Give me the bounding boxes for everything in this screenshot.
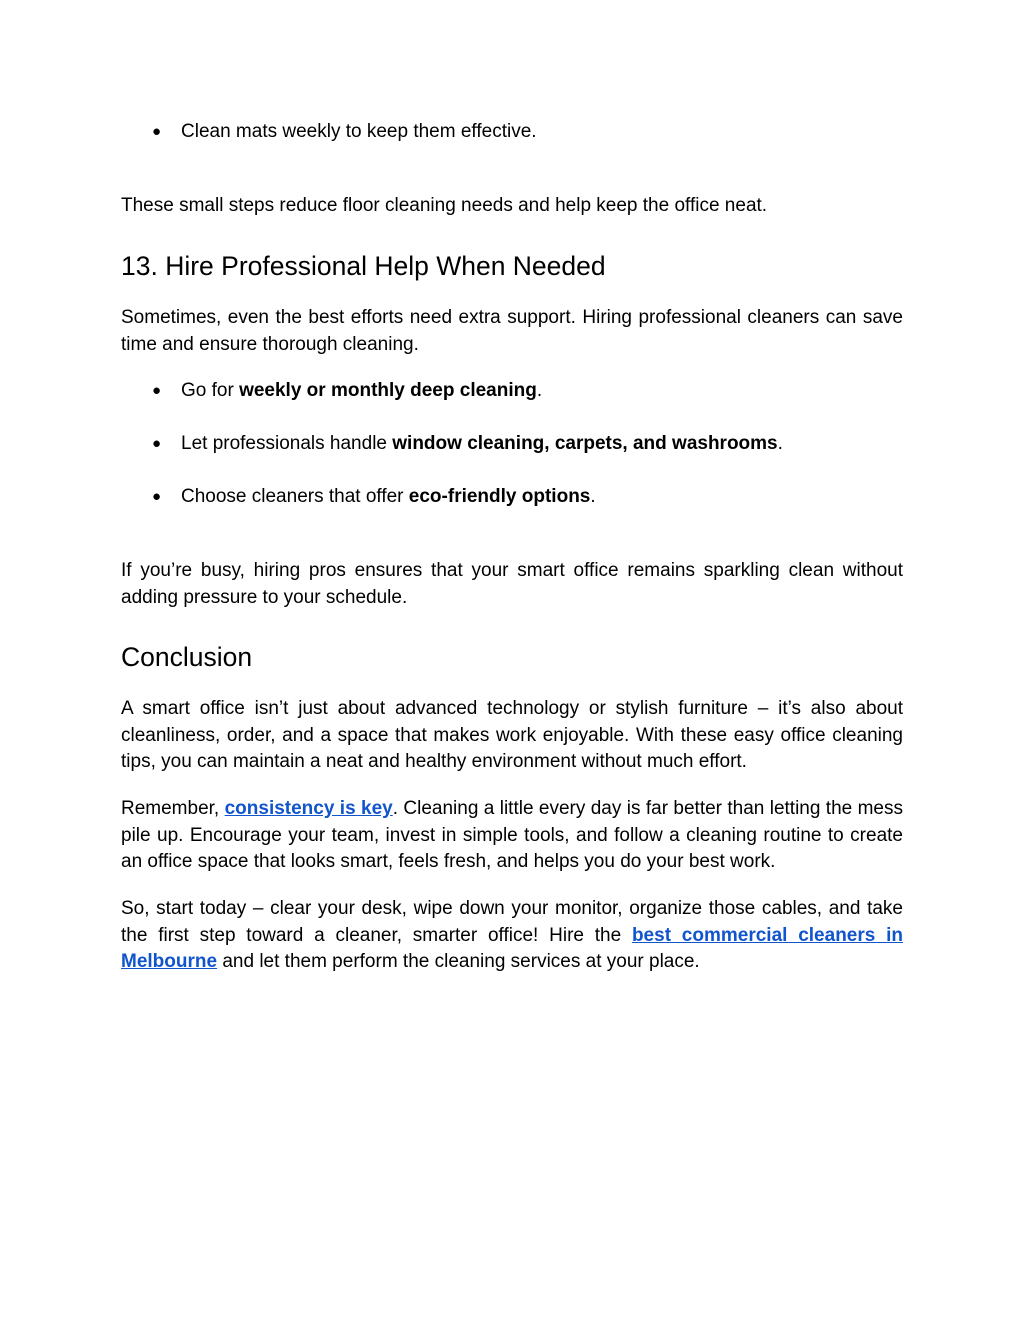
list-item-text: Clean mats weekly to keep them effective.	[181, 121, 537, 142]
list-item	[121, 378, 903, 404]
bullet-icon: ●	[152, 123, 162, 140]
list-item	[121, 119, 903, 145]
paragraph-text: Remember,	[121, 798, 225, 819]
bullet-icon: ●	[152, 382, 162, 399]
list-item-pre: Choose cleaners that offer	[181, 486, 409, 507]
paragraph-text: . Cleaning a little every day is far better than letting the mess pile up. Encourage your team, invest in simple tools, and follow a cleaning routine to create an office space that looks smart, feels fresh, and helps you do your best work.	[121, 798, 903, 872]
paragraph	[121, 796, 903, 876]
section-heading: 13. Hire Professional Help When Needed	[121, 251, 606, 281]
paragraph: A smart office isn’t just about advanced technology or stylish furniture – it’s also about cleanliness, order, and a space that makes work enjoyable. With these easy office cleaning tips, you can maintain a neat and healthy environment without much effort.	[121, 698, 903, 772]
list-item-post: .	[590, 486, 596, 507]
list-item-pre: Go for	[181, 380, 240, 401]
list-item-post: .	[536, 380, 543, 401]
list-item-bold: weekly or monthly deep cleaning	[239, 380, 537, 401]
list-item-bold: window cleaning, carpets, and washrooms	[392, 433, 778, 454]
bullet-icon: ●	[152, 435, 162, 452]
list-item-post: .	[777, 433, 783, 454]
top-bullet-list	[121, 119, 903, 145]
paragraph-text: So, start today – clear your desk, wipe down your monitor, organize those cables, and take the first step toward a cleaner, smarter office! Hire the	[121, 898, 903, 946]
consistency-link[interactable]: consistency is key	[224, 798, 393, 819]
list-item	[121, 431, 903, 457]
paragraph	[121, 896, 903, 976]
services-bullet-list	[121, 378, 903, 510]
commercial-cleaners-link[interactable]: best commercial cleaners in Melbourne	[121, 924, 903, 972]
paragraph: Sometimes, even the best efforts need extra support. Hiring professional cleaners can save time and ensure thorough cleaning.	[121, 307, 903, 355]
conclusion-heading: Conclusion	[121, 642, 253, 672]
paragraph: If you’re busy, hiring pros ensures that your smart office remains sparkling clean without adding pressure to your schedule.	[121, 560, 903, 608]
bullet-icon: ●	[152, 488, 162, 505]
list-item-pre: Let professionals handle	[181, 433, 393, 454]
list-item	[121, 484, 903, 510]
list-item-bold: eco-friendly options	[408, 486, 591, 507]
paragraph: These small steps reduce floor cleaning needs and help keep the office neat.	[121, 195, 768, 216]
paragraph-text: and let them perform the cleaning services at your place.	[217, 951, 700, 972]
